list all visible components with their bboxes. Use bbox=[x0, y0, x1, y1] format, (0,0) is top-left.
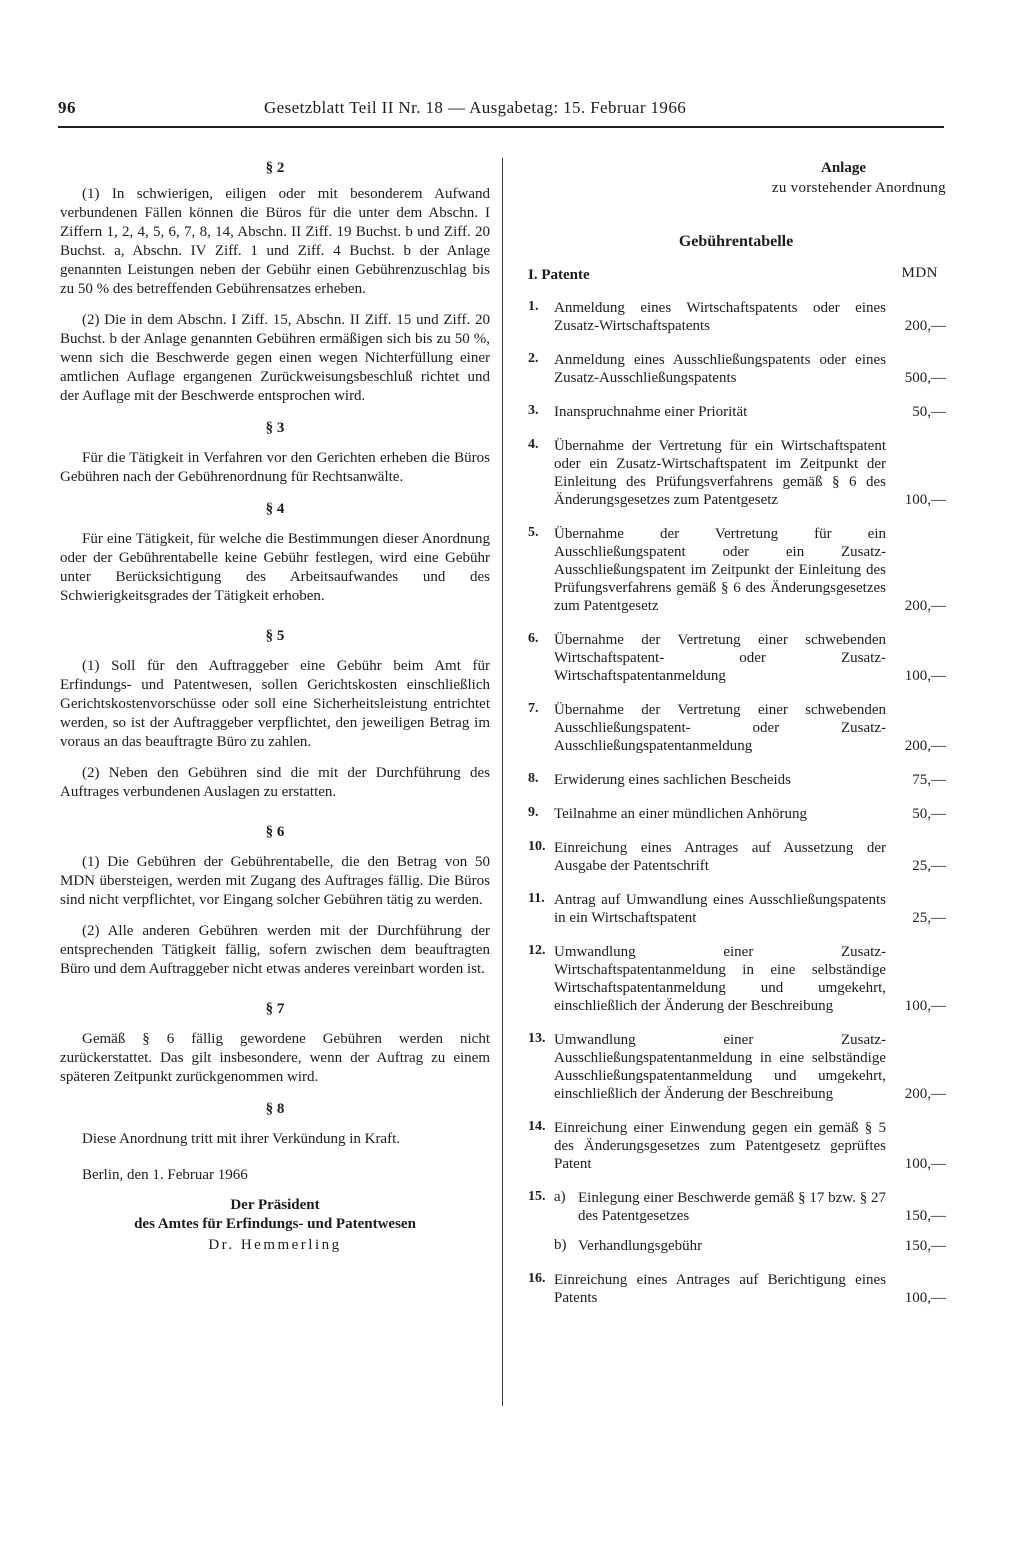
fee-subitem-text: Einlegung einer Beschwerde gemäß § 17 bzw. § 27 des Patentgesetzes bbox=[578, 1190, 886, 1224]
section-8-paragraph-1: Diese Anordnung tritt mit ihrer Verkündung in Kraft. bbox=[82, 1131, 401, 1147]
fee-table-title: Gebührentabelle bbox=[678, 233, 794, 250]
fee-subitem-text: Verhandlungsgebühr bbox=[578, 1238, 703, 1254]
fee-item-price: 100,— bbox=[904, 1290, 946, 1306]
fee-item bbox=[526, 805, 946, 823]
fee-item-price: 100,— bbox=[904, 998, 946, 1014]
fee-item-price: 100,— bbox=[904, 492, 946, 508]
fee-subitem-price: 150,— bbox=[904, 1238, 946, 1254]
fee-section-header bbox=[526, 265, 946, 289]
fee-item-price: 200,— bbox=[904, 318, 946, 334]
fee-item-text: Einreichung eines Antrages auf Berichtigung eines Patents bbox=[554, 1272, 886, 1306]
fee-item-number: 3. bbox=[528, 403, 539, 418]
fee-item bbox=[526, 701, 946, 755]
fee-item bbox=[526, 437, 946, 509]
fee-item-number: 7. bbox=[528, 701, 539, 716]
fee-item-price: 25,— bbox=[912, 858, 946, 874]
fee-item-price: 500,— bbox=[904, 370, 946, 386]
column-divider bbox=[502, 158, 503, 1406]
section-7-heading: § 7 bbox=[265, 1001, 285, 1017]
fee-item-number: 4. bbox=[528, 437, 539, 452]
fee-item-text: Übernahme der Vertretung einer schwebenden Ausschließungspatent- oder Zusatz-Ausschließungspatentanmeldung bbox=[554, 702, 886, 754]
section-4-paragraph-1: Für eine Tätigkeit, für welche die Bestimmungen dieser Anordnung oder der Gebührentabelle keine Gebühr festlegen, wird eine Gebühr unter Berücksichtigung des Arbeitsaufwandes und des Schwierigkeitsgrades der Tätigkeit erhoben. bbox=[60, 531, 490, 604]
fee-item-text: Anmeldung eines Wirtschaftspatents oder eines Zusatz-Wirtschaftspatents bbox=[554, 300, 886, 334]
fee-item bbox=[526, 1031, 946, 1103]
fee-item bbox=[526, 771, 946, 789]
fee-item-text: Einreichung eines Antrages auf Aussetzung der Ausgabe der Patentschrift bbox=[554, 840, 886, 874]
fee-item-text: Übernahme der Vertretung für ein Wirtschaftspatent oder ein Zusatz-Wirtschaftspatent im Zeitpunkt der Einleitung des Prüfungsverfahrens gemäß § 6 des Änderungsgesetzes zum Patentgesetz bbox=[554, 438, 886, 508]
section-8-heading: § 8 bbox=[265, 1101, 285, 1117]
fee-item-text: Umwandlung einer Zusatz-Wirtschaftspatentanmeldung in eine selbständige Wirtschaftspatentanmeldung und umgekehrt, einschließlich der Änderung der Beschreibung bbox=[554, 944, 886, 1014]
fee-item-number: 11. bbox=[528, 891, 545, 906]
fee-item bbox=[526, 631, 946, 685]
fee-item-price: 50,— bbox=[912, 404, 946, 420]
fee-item-number: 8. bbox=[528, 771, 539, 786]
signature-block bbox=[60, 1196, 490, 1256]
place-date: Berlin, den 1. Februar 1966 bbox=[82, 1167, 248, 1183]
section-2-paragraph-1: (1) In schwierigen, eiligen oder mit besonderem Aufwand verbundenen Fällen können die Büros für die unter dem Abschn. I Ziffern 1, 2, 4, 5, 6, 7, 8, 14, Abschn. II Ziff. 19 Buchst. b und Ziff. 20 Buchst. a, Abschn. IV Ziff. 1 und Ziff. 4 Buchst. b der Anlage genannten Leistungen neben der Gebühr einen Gebührenzuschlag bis zu 50 % des betreffenden Gebührensatzes erheben. bbox=[60, 186, 490, 297]
section-4-heading: § 4 bbox=[265, 501, 285, 517]
fee-item-price: 100,— bbox=[904, 668, 946, 684]
fee-item-number: 15. bbox=[528, 1189, 546, 1204]
fee-item-price: 100,— bbox=[904, 1156, 946, 1172]
fee-item bbox=[526, 891, 946, 927]
section-2-paragraph-2: (2) Die in dem Abschn. I Ziff. 15, Abschn. II Ziff. 15 und Ziff. 20 Buchst. b der Anlage genannten Gebühren ermäßigen sich bis zu 50 %, wenn sich die Beschwerde gegen einen wegen Nichterfüllung einer amtlichen Auflage ergangenen Zurückweisungsbeschluß richtet und der Auflage mit der Beschwerde entsprochen wird. bbox=[60, 312, 490, 404]
page-header bbox=[58, 98, 944, 128]
fee-subitem-letter: b) bbox=[554, 1237, 567, 1253]
fee-item-text: Anmeldung eines Ausschließungspatents oder eines Zusatz-Ausschließungspatents bbox=[554, 352, 886, 386]
section-6-paragraph-2: (2) Alle anderen Gebühren werden mit der Durchführung der entsprechenden Tätigkeit fällig, sofern zwischen dem beauftragten Büro und dem Auftraggeber nicht etwas anderes vereinbart worden ist. bbox=[60, 923, 490, 977]
fee-item bbox=[526, 351, 946, 387]
fee-item bbox=[526, 1119, 946, 1173]
fee-item bbox=[526, 525, 946, 615]
fee-item-price: 200,— bbox=[904, 1086, 946, 1102]
section-6-paragraph-1: (1) Die Gebühren der Gebührentabelle, die den Betrag von 50 MDN übersteigen, werden mit Zugang des Auftrages fällig. Die Büros sind nicht verpflichtet, vor Eingang solcher Gebühren tätig zu werden. bbox=[60, 854, 490, 908]
fee-item bbox=[526, 943, 946, 1015]
section-3-heading: § 3 bbox=[265, 420, 285, 436]
anlage-subtitle: zu vorstehender Anordnung bbox=[771, 180, 946, 196]
fee-item-price: 25,— bbox=[912, 910, 946, 926]
fee-item bbox=[526, 299, 946, 335]
section-6-heading: § 6 bbox=[265, 824, 285, 840]
fee-item-price: 200,— bbox=[904, 598, 946, 614]
fee-item-text: Einreichung einer Einwendung gegen ein gemäß § 5 des Änderungsgesetzes zum Patentgesetz geprüftes Patent bbox=[554, 1120, 886, 1172]
currency-label: MDN bbox=[901, 265, 938, 281]
fee-item-number: 10. bbox=[528, 839, 546, 854]
section-3-paragraph-1: Für die Tätigkeit in Verfahren vor den Gerichten erheben die Büros Gebühren nach der Gebührenordnung für Rechtsanwälte. bbox=[60, 450, 490, 485]
anlage-heading: Anlage bbox=[821, 160, 866, 176]
fee-item-number: 9. bbox=[528, 805, 539, 820]
fee-item bbox=[526, 403, 946, 421]
fee-item-text: Antrag auf Umwandlung eines Ausschließungspatents in ein Wirtschaftspatent bbox=[554, 892, 886, 926]
signature-office: des Amtes für Erfindungs- und Patentwesen bbox=[134, 1216, 416, 1232]
fee-item bbox=[526, 839, 946, 875]
fee-item-15 bbox=[526, 1189, 946, 1255]
fee-item-price: 200,— bbox=[904, 738, 946, 754]
fee-item-number: 5. bbox=[528, 525, 539, 540]
fee-item-text: Übernahme der Vertretung einer schwebenden Wirtschaftspatent- oder Zusatz-Wirtschaftspatentanmeldung bbox=[554, 632, 886, 684]
fee-list bbox=[526, 299, 946, 1307]
fee-subitem-letter: a) bbox=[554, 1189, 566, 1205]
fee-subitem-b bbox=[554, 1237, 946, 1255]
fee-item-16 bbox=[526, 1271, 946, 1307]
fee-item-text: Übernahme der Vertretung für ein Ausschließungspatent oder ein Zusatz-Ausschließungspatent im Zeitpunkt der Einleitung des Prüfungsverfahrens gemäß § 6 des Änderungsgesetzes zum Patentgesetz bbox=[554, 526, 886, 614]
section-5-heading: § 5 bbox=[265, 628, 285, 644]
section-2-heading: § 2 bbox=[265, 160, 285, 176]
fee-item-number: 14. bbox=[528, 1119, 546, 1134]
fee-item-number: 13. bbox=[528, 1031, 546, 1046]
section-5-paragraph-2: (2) Neben den Gebühren sind die mit der Durchführung des Auftrages verbundenen Auslagen zu erstatten. bbox=[60, 765, 490, 800]
fee-section-label: I. Patente bbox=[528, 267, 590, 283]
right-column bbox=[526, 160, 946, 1323]
signature-title: Der Präsident bbox=[230, 1197, 320, 1213]
fee-item-text: Umwandlung einer Zusatz-Ausschließungspatentanmeldung in eine selbständige Ausschließungspatentanmeldung und umgekehrt, einschließlich der Änderung der Beschreibung bbox=[554, 1032, 886, 1102]
fee-item-number: 6. bbox=[528, 631, 539, 646]
fee-item-number: 16. bbox=[528, 1271, 546, 1286]
signature-name: Dr. Hemmerling bbox=[208, 1237, 342, 1253]
page-number: 96 bbox=[58, 98, 76, 117]
fee-item-number: 2. bbox=[528, 351, 539, 366]
fee-item-text: Inanspruchnahme einer Priorität bbox=[554, 404, 748, 420]
section-5-paragraph-1: (1) Soll für den Auftraggeber eine Gebühr beim Amt für Erfindungs- und Patentwesen, sollen Gerichtskosten einschließlich Gerichtskostenvorschüsse oder soll eine Sicherheitsleistung entrichtet werden, so ist der Auftraggeber verpflichtet, den jeweiligen Betrag im voraus an das beauftragte Büro zu zahlen. bbox=[60, 658, 490, 750]
fee-item-text: Teilnahme an einer mündlichen Anhörung bbox=[554, 806, 808, 822]
fee-item-text: Erwiderung eines sachlichen Bescheids bbox=[554, 772, 792, 788]
fee-item-number: 12. bbox=[528, 943, 546, 958]
fee-item-number: 1. bbox=[528, 299, 539, 314]
section-7-paragraph-1: Gemäß § 6 fällig gewordene Gebühren werden nicht zurückerstattet. Das gilt insbesondere, wenn der Auftrag zu einem späteren Zeitpunkt zurückgenommen wird. bbox=[60, 1031, 490, 1085]
header-title: Gesetzblatt Teil II Nr. 18 — Ausgabetag: 15. Februar 1966 bbox=[264, 98, 687, 117]
fee-subitem-a bbox=[554, 1189, 946, 1225]
fee-subitem-price: 150,— bbox=[904, 1208, 946, 1224]
fee-item-price: 75,— bbox=[912, 772, 946, 788]
fee-item-price: 50,— bbox=[912, 806, 946, 822]
left-column bbox=[60, 160, 490, 1256]
